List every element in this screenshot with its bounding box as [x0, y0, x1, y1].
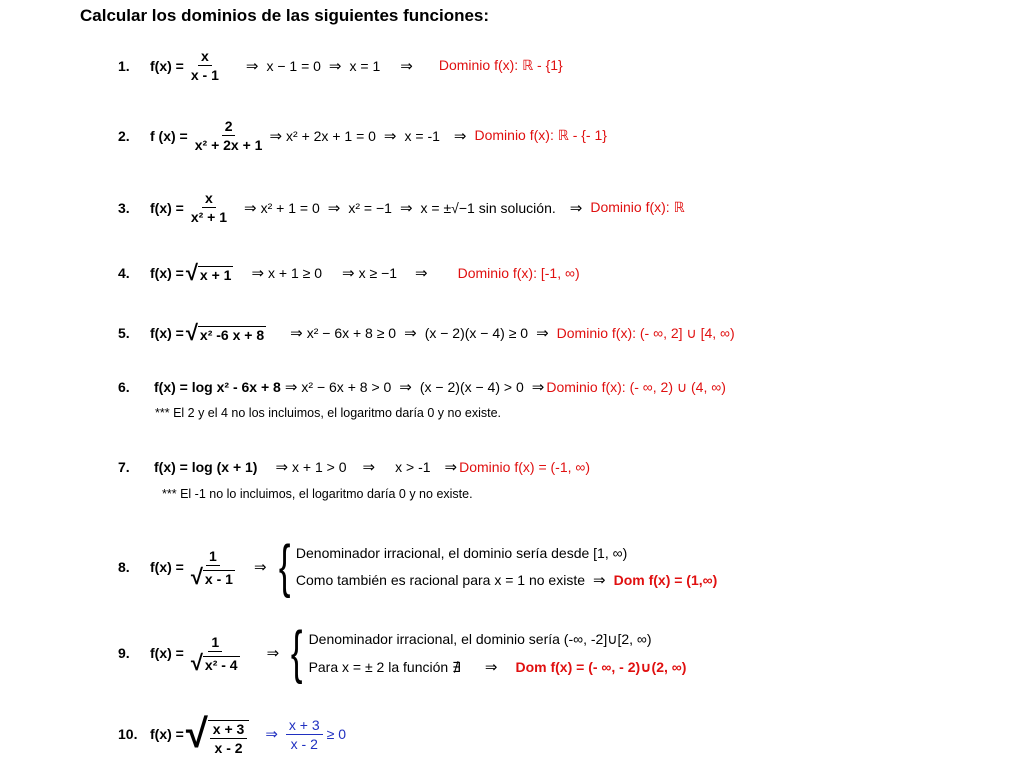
exercise-10 — [118, 712, 346, 756]
denominator: x² + 2x + 1 — [194, 137, 263, 153]
radical-icon: √ — [190, 649, 203, 675]
case-brace — [287, 620, 687, 685]
domain-result: Dominio f(x): ℝ - {- 1} — [474, 127, 607, 143]
numerator: 2 — [222, 118, 236, 136]
exercise-number: 8. — [118, 559, 130, 575]
exercise-number: 4. — [118, 265, 130, 281]
denominator: x - 2 — [290, 735, 318, 752]
exercise-5 — [118, 320, 735, 345]
step: x² + 2x + 1 = 0 — [286, 127, 376, 144]
case-line — [296, 571, 717, 589]
step: x² − 6x + 8 > 0 — [301, 379, 392, 395]
exercise-8 — [118, 534, 718, 599]
square-root — [190, 563, 235, 589]
square-root — [190, 649, 240, 675]
numerator: x — [202, 190, 216, 208]
implies-icon: ⇒ — [275, 459, 289, 476]
function-label: f(x) = — [150, 57, 184, 74]
step: ≥ 0 — [326, 726, 347, 742]
case-lines — [296, 545, 717, 589]
case-text: Para x = ± 2 la función ∄ — [308, 658, 461, 675]
step-fraction — [286, 717, 323, 752]
function-label: f(x) = — [150, 199, 184, 216]
numerator: x + 3 — [286, 717, 323, 735]
radicand: x - 1 — [204, 570, 233, 587]
radical-icon: √ — [190, 563, 203, 589]
function-def — [150, 320, 266, 345]
step: x² + 1 = 0 — [260, 199, 320, 216]
step: (x − 2)(x − 4) ≥ 0 — [424, 325, 529, 341]
function-def — [150, 712, 249, 756]
step: x − 1 = 0 — [266, 57, 321, 74]
step: x² − 6x + 8 ≥ 0 — [306, 325, 397, 341]
fraction — [188, 48, 222, 83]
domain-result: Dominio f(x): ℝ — [590, 199, 685, 215]
implies-icon: ⇒ — [399, 199, 413, 217]
implies-icon: ⇒ — [593, 572, 606, 589]
implies-icon: ⇒ — [404, 325, 417, 342]
implies-icon: ⇒ — [290, 325, 303, 342]
exercise-number: 9. — [118, 645, 130, 661]
exercise-number: 1. — [118, 57, 130, 74]
radicand: x² -6 x + 8 — [199, 327, 265, 343]
step: x² = −1 — [348, 199, 392, 216]
exercise-1 — [118, 48, 563, 83]
radical-icon: √ — [185, 320, 198, 345]
exercise-2 — [118, 118, 607, 153]
function-def — [150, 548, 238, 587]
exercise-3 — [118, 190, 685, 225]
implies-icon: ⇒ — [399, 379, 412, 396]
square-root — [186, 712, 249, 756]
denominator: x² + 1 — [190, 209, 228, 225]
exercise-6 — [118, 378, 726, 396]
step: x ≥ −1 — [358, 265, 398, 281]
function-label: f(x) = — [150, 726, 184, 742]
radical-icon: √ — [185, 260, 198, 285]
implies-icon: ⇒ — [453, 127, 467, 145]
implies-icon: ⇒ — [244, 199, 257, 217]
function-label: f(x) = — [150, 645, 184, 661]
function-def — [150, 118, 265, 153]
numerator: 1 — [206, 548, 220, 566]
domain-result: Dominio f(x): ℝ - {1} — [438, 57, 563, 73]
function-def: f(x) = log (x + 1) — [154, 459, 258, 475]
implies-icon: ⇒ — [328, 57, 342, 75]
exercise-7 — [118, 458, 590, 476]
domain-result: Dominio f(x): [-1, ∞) — [457, 265, 580, 281]
function-def — [150, 260, 233, 285]
denominator — [188, 649, 243, 675]
implies-icon: ⇒ — [269, 127, 283, 145]
implies-icon: ⇒ — [383, 127, 397, 145]
fraction — [210, 721, 248, 756]
implies-icon: ⇒ — [415, 265, 428, 282]
exercise-number: 2. — [118, 127, 130, 144]
case-brace — [275, 534, 718, 599]
left-brace-icon: { — [291, 620, 303, 685]
denominator — [188, 563, 238, 589]
implies-icon: ⇒ — [531, 379, 545, 396]
exercise-9 — [118, 620, 687, 685]
fraction — [188, 190, 230, 225]
function-label: f(x) = — [150, 559, 184, 575]
implies-icon: ⇒ — [536, 325, 549, 342]
note: *** El 2 y el 4 no los incluimos, el logaritmo daría 0 y no existe. — [155, 406, 502, 420]
case-line: Denominador irracional, el dominio sería (-∞, -2]∪[2, ∞) — [308, 630, 652, 647]
step: x = -1 — [404, 127, 440, 144]
function-label: f(x) = — [150, 265, 184, 281]
function-def — [150, 634, 243, 673]
implies-icon: ⇒ — [266, 645, 280, 662]
implies-icon: ⇒ — [245, 57, 259, 75]
note: *** El -1 no lo incluimos, el logaritmo daría 0 y no existe. — [162, 487, 473, 501]
domain-result: Dominio f(x) = (-1, ∞) — [459, 459, 591, 475]
case-line: Denominador irracional, el dominio sería desde [1, ∞) — [295, 545, 628, 561]
exercise-number: 7. — [118, 459, 130, 475]
radicand: x² - 4 — [204, 656, 238, 673]
implies-icon: ⇒ — [569, 199, 583, 217]
exercise-number: 6. — [118, 379, 130, 395]
function-def — [150, 190, 230, 225]
square-root — [185, 320, 266, 345]
function-def: f(x) = log x² - 6x + 8 — [154, 379, 281, 395]
domain-result: Dom f(x) = (1,∞) — [613, 572, 718, 588]
function-def — [150, 48, 222, 83]
page-title: Calcular los dominios de las siguientes funciones: — [80, 6, 490, 25]
exercise-number: 3. — [118, 199, 130, 216]
fraction — [188, 634, 243, 673]
domain-result: Dominio f(x): (- ∞, 2) ∪ (4, ∞) — [546, 378, 726, 395]
numerator: x + 3 — [210, 721, 248, 739]
implies-icon: ⇒ — [251, 265, 265, 282]
implies-icon: ⇒ — [362, 459, 376, 476]
radical-icon: √ — [185, 712, 208, 756]
numerator: 1 — [208, 634, 222, 652]
implies-icon: ⇒ — [444, 459, 458, 476]
implies-icon: ⇒ — [265, 726, 278, 743]
radicand — [208, 720, 250, 756]
left-brace-icon: { — [278, 534, 291, 599]
denominator: x - 1 — [190, 67, 219, 83]
square-root — [185, 260, 234, 285]
domain-result: Dominio f(x): (- ∞, 2] ∪ [4, ∞) — [556, 324, 735, 341]
function-label: f(x) = — [150, 325, 184, 341]
implies-icon: ⇒ — [342, 265, 355, 282]
step: x + 1 > 0 — [292, 459, 347, 475]
case-lines — [309, 631, 687, 676]
step: x = 1 — [349, 57, 381, 74]
fraction — [188, 548, 238, 587]
implies-icon: ⇒ — [484, 658, 498, 676]
fraction — [192, 118, 266, 153]
implies-icon: ⇒ — [400, 57, 413, 75]
case-line — [309, 658, 687, 676]
exercise-number: 5. — [118, 325, 130, 341]
step: x > -1 — [395, 459, 431, 475]
implies-icon: ⇒ — [253, 559, 267, 576]
function-label: f (x) = — [150, 127, 188, 144]
case-text: Como también es racional para x = 1 no existe — [295, 572, 585, 588]
step: (x − 2)(x − 4) > 0 — [419, 379, 524, 395]
domain-result: Dom f(x) = (- ∞, - 2)∪(2, ∞) — [515, 658, 687, 675]
step: x = ±√−1 sin solución. — [420, 199, 556, 216]
step: x + 1 ≥ 0 — [268, 265, 323, 281]
exercise-number: 10. — [118, 726, 138, 742]
implies-icon: ⇒ — [327, 199, 341, 217]
numerator: x — [198, 48, 212, 66]
denominator: x - 2 — [214, 740, 243, 756]
exercise-4 — [118, 260, 580, 285]
radicand: x + 1 — [199, 267, 232, 283]
implies-icon: ⇒ — [284, 379, 298, 396]
